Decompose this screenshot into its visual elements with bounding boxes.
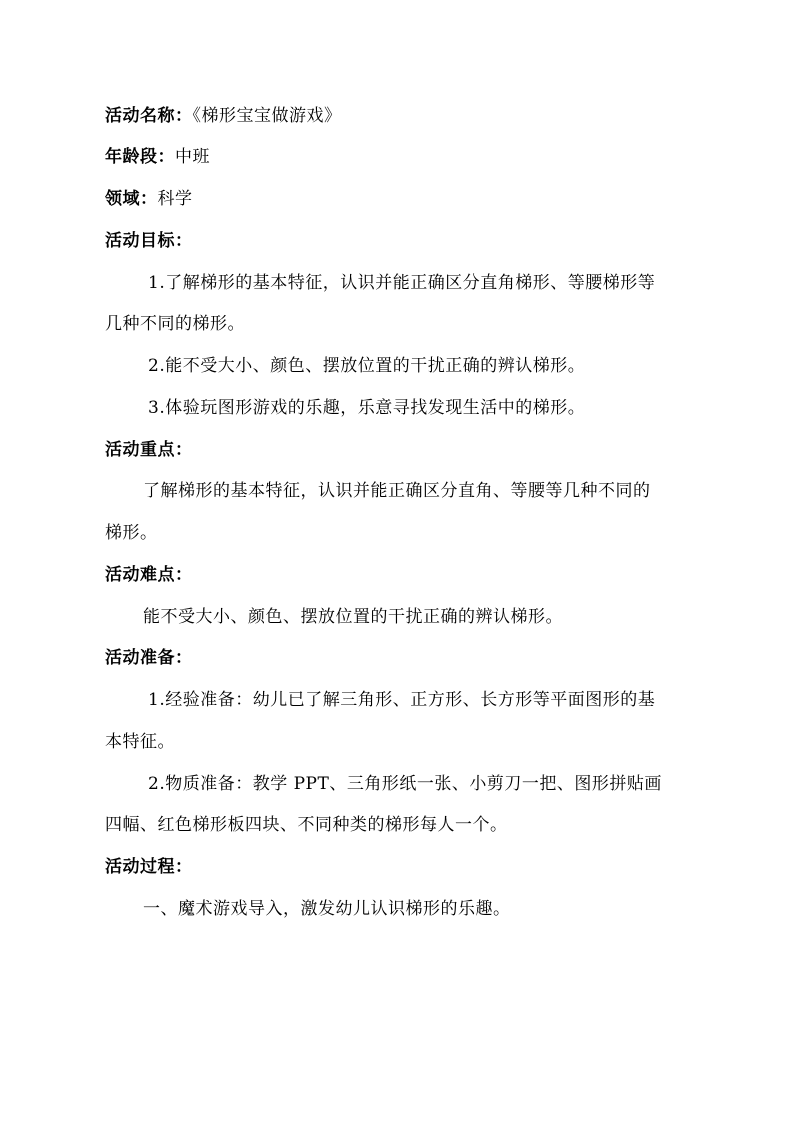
key-points-line-2: 梯形。 <box>105 523 158 543</box>
preparation-item-1-line-2: 本特征。 <box>105 732 175 752</box>
preparation-item-1-line-1: 1.经验准备：幼儿已了解三角形、正方形、长方形等平面图形的基 <box>148 690 656 710</box>
process-step-1: 一、魔术游戏导入，激发幼儿认识梯形的乐趣。 <box>143 899 511 919</box>
domain-value: 科学 <box>157 189 193 209</box>
goal-item-1-line-1: 1.了解梯形的基本特征，认识并能正确区分直角梯形、等腰梯形等 <box>148 273 656 293</box>
preparation-item-2-line-2: 四幅、红色梯形板四块、不同种类的梯形每人一个。 <box>105 815 508 835</box>
goal-item-1-line-2: 几种不同的梯形。 <box>105 314 245 334</box>
key-points-heading: 活动重点： <box>105 440 193 460</box>
goal-item-3: 3.体验玩图形游戏的乐趣，乐意寻找发现生活中的梯形。 <box>148 398 586 418</box>
process-heading: 活动过程： <box>105 857 193 877</box>
activity-name-value: 《梯形宝宝做游戏》 <box>192 106 342 126</box>
difficulties-line-1: 能不受大小、颜色、摆放位置的干扰正确的辨认梯形。 <box>143 607 563 627</box>
preparation-item-2-line-1: 2.物质准备：教学 PPT、三角形纸一张、小剪刀一把、图形拼贴画 <box>148 774 662 794</box>
activity-name-label: 活动名称： <box>105 106 193 126</box>
domain-line <box>105 189 193 209</box>
age-group-line <box>105 147 210 167</box>
goal-item-2: 2.能不受大小、颜色、摆放位置的干扰正确的辨认梯形。 <box>148 356 586 376</box>
age-group-value: 中班 <box>175 147 210 167</box>
difficulties-heading: 活动难点： <box>105 565 193 585</box>
preparation-heading: 活动准备： <box>105 648 193 668</box>
domain-label: 领域： <box>105 189 158 209</box>
key-points-line-1: 了解梯形的基本特征，认识并能正确区分直角、等腰等几种不同的 <box>143 481 651 501</box>
age-group-label: 年龄段： <box>105 147 175 167</box>
goals-heading: 活动目标： <box>105 231 193 251</box>
activity-name-line <box>105 106 342 126</box>
